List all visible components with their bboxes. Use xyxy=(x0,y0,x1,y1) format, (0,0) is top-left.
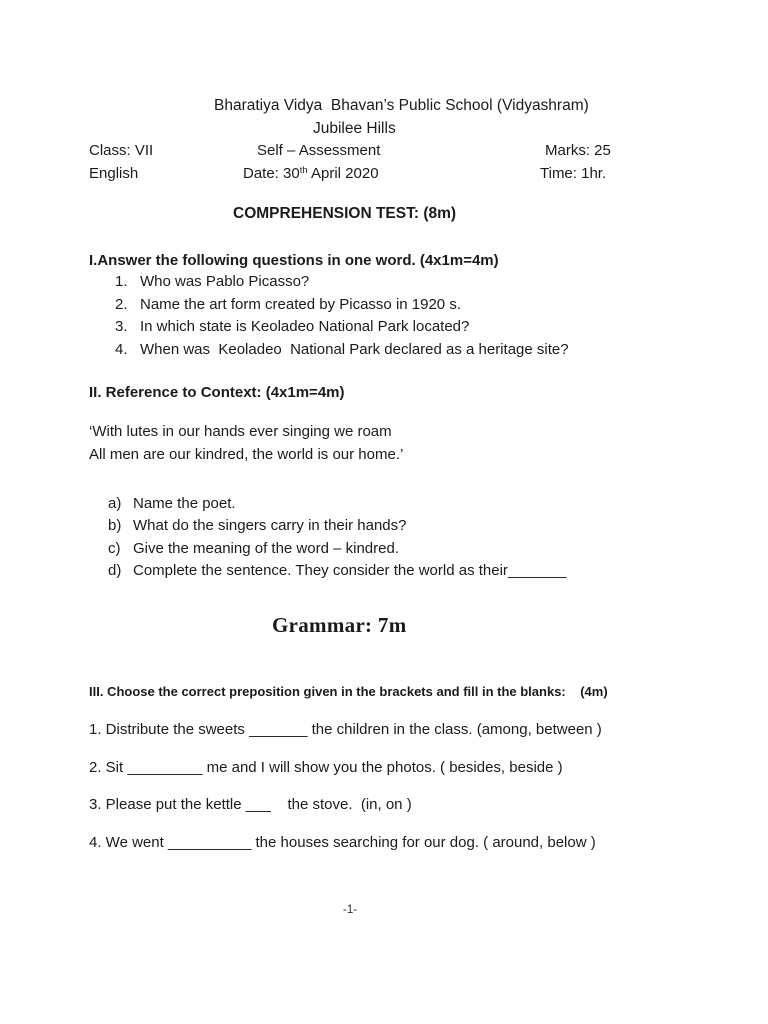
grammar-sentence: 4. We went __________ the houses searching for our dog. ( around, below ) xyxy=(89,834,596,851)
question-item xyxy=(115,295,461,314)
sub-question-item xyxy=(108,494,236,513)
question-text: When was Keoladeo National Park declared as a heritage site? xyxy=(140,341,569,358)
grammar-heading: Grammar: 7m xyxy=(272,613,407,637)
sub-question-text: Give the meaning of the word – kindred. xyxy=(133,540,399,557)
sub-question-item xyxy=(108,516,406,535)
grammar-sentence: 3. Please put the kettle ___ the stove. (in, on ) xyxy=(89,796,412,813)
marks-label: Marks: 25 xyxy=(545,142,611,159)
question-item xyxy=(115,272,309,291)
question-number: 3. xyxy=(115,318,128,335)
class-label: Class: VII xyxy=(89,142,154,159)
poem-line: ‘With lutes in our hands ever singing we roam xyxy=(89,423,392,440)
date-prefix: Date: 30 xyxy=(243,165,300,182)
section-ii-heading: II. Reference to Context: (4x1m=4m) xyxy=(89,384,345,401)
section-i-heading: I.Answer the following questions in one word. (4x1m=4m) xyxy=(89,252,499,269)
poem-line: All men are our kindred, the world is our home.’ xyxy=(89,446,404,463)
sub-question-letter: b) xyxy=(108,517,122,534)
sub-question-text: What do the singers carry in their hands? xyxy=(133,517,407,534)
subject-label: English xyxy=(89,165,139,182)
section-iii-heading: III. Choose the correct preposition given in the brackets and fill in the blanks: (4m) xyxy=(89,684,608,699)
question-text: In which state is Keoladeo National Park located? xyxy=(140,318,470,335)
sub-question-letter: a) xyxy=(108,495,122,512)
question-number: 4. xyxy=(115,341,128,358)
question-item xyxy=(115,317,469,336)
comprehension-title: COMPREHENSION TEST: (8m) xyxy=(233,205,457,222)
question-text: Name the art form created by Picasso in 1920 s. xyxy=(140,296,461,313)
sub-question-item xyxy=(108,539,399,558)
sub-question-text: Complete the sentence. They consider the world as their_______ xyxy=(133,562,567,579)
sub-question-letter: d) xyxy=(108,562,122,579)
sub-question-text: Name the poet. xyxy=(133,495,236,512)
sub-question-letter: c) xyxy=(108,540,121,557)
grammar-sentence: 2. Sit _________ me and I will show you the photos. ( besides, beside ) xyxy=(89,759,563,776)
question-number: 2. xyxy=(115,296,128,313)
grammar-sentence: 1. Distribute the sweets _______ the children in the class. (among, between ) xyxy=(89,721,602,738)
time-label: Time: 1hr. xyxy=(540,165,607,182)
exam-date xyxy=(243,164,379,185)
campus-name: Jubilee Hills xyxy=(313,120,396,137)
date-suffix: April 2020 xyxy=(307,165,379,182)
date-ordinal-superscript: th xyxy=(299,165,308,176)
page-number: -1- xyxy=(343,904,358,916)
question-item xyxy=(115,340,569,359)
question-text: Who was Pablo Picasso? xyxy=(140,273,310,290)
exam-type-label: Self – Assessment xyxy=(257,142,381,159)
sub-question-item xyxy=(108,561,566,580)
question-number: 1. xyxy=(115,273,128,290)
school-name: Bharatiya Vidya Bhavan’s Public School (Vidyashram) xyxy=(214,97,589,114)
